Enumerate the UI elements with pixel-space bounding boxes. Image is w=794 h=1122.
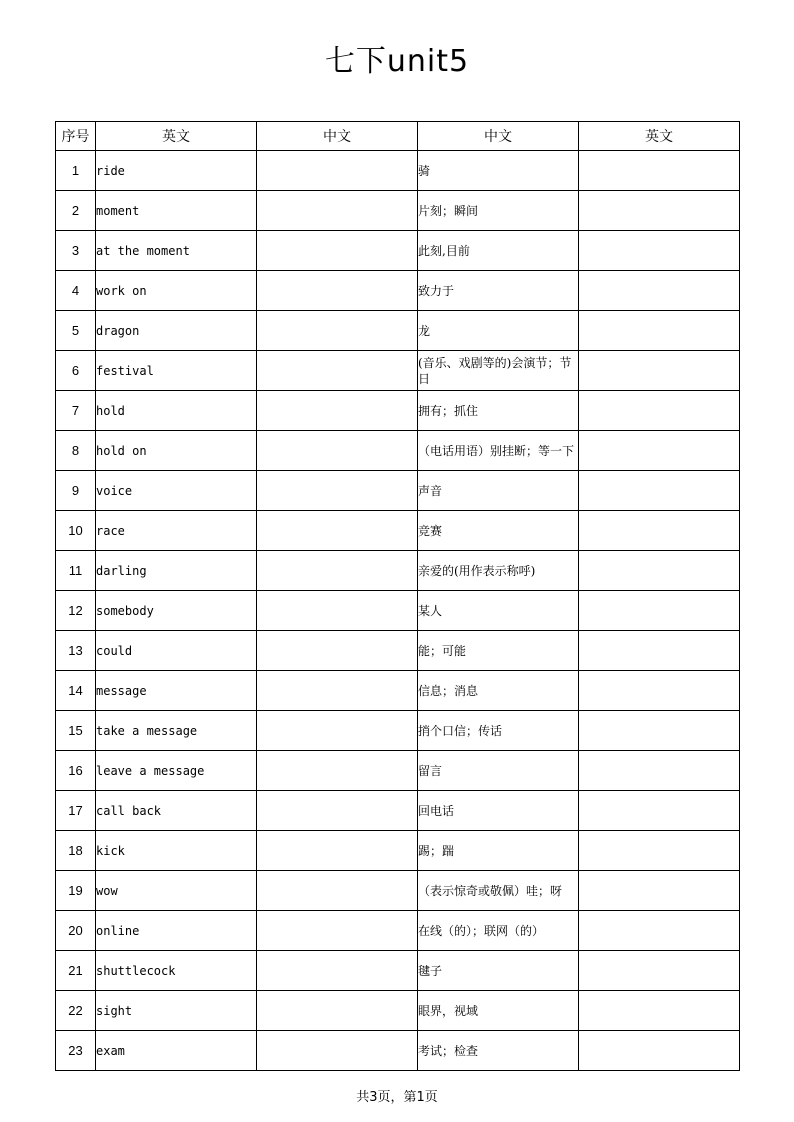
chinese-answer-cell bbox=[257, 511, 418, 551]
english-answer-cell bbox=[579, 311, 740, 351]
english-answer-cell bbox=[579, 231, 740, 271]
english-answer-cell bbox=[579, 591, 740, 631]
row-index: 18 bbox=[56, 831, 96, 871]
english-answer-cell bbox=[579, 351, 740, 391]
chinese-answer-cell bbox=[257, 791, 418, 831]
chinese-answer-cell bbox=[257, 311, 418, 351]
table-row bbox=[56, 551, 740, 591]
header-index: 序号 bbox=[56, 122, 96, 151]
row-index: 5 bbox=[56, 311, 96, 351]
english-word: hold bbox=[96, 391, 257, 431]
chinese-meaning: 捎个口信；传话 bbox=[418, 711, 579, 751]
english-word: voice bbox=[96, 471, 257, 511]
row-index: 20 bbox=[56, 911, 96, 951]
row-index: 9 bbox=[56, 471, 96, 511]
table-row bbox=[56, 791, 740, 831]
english-answer-cell bbox=[579, 511, 740, 551]
chinese-meaning: 龙 bbox=[418, 311, 579, 351]
english-answer-cell bbox=[579, 951, 740, 991]
row-index: 16 bbox=[56, 751, 96, 791]
english-word: leave a message bbox=[96, 751, 257, 791]
chinese-answer-cell bbox=[257, 471, 418, 511]
table-row bbox=[56, 831, 740, 871]
chinese-meaning: 留言 bbox=[418, 751, 579, 791]
chinese-meaning: 此刻,目前 bbox=[418, 231, 579, 271]
chinese-meaning: 踢；踹 bbox=[418, 831, 579, 871]
english-word: hold on bbox=[96, 431, 257, 471]
chinese-answer-cell bbox=[257, 711, 418, 751]
chinese-answer-cell bbox=[257, 591, 418, 631]
english-answer-cell bbox=[579, 431, 740, 471]
table-row bbox=[56, 191, 740, 231]
chinese-meaning: 在线（的）；联网（的） bbox=[418, 911, 579, 951]
table-row bbox=[56, 951, 740, 991]
english-word: call back bbox=[96, 791, 257, 831]
chinese-meaning: 回电话 bbox=[418, 791, 579, 831]
english-answer-cell bbox=[579, 711, 740, 751]
chinese-answer-cell bbox=[257, 391, 418, 431]
chinese-answer-cell bbox=[257, 271, 418, 311]
table-row bbox=[56, 271, 740, 311]
chinese-meaning: （表示惊奇或敬佩）哇；呀 bbox=[418, 871, 579, 911]
page-footer: 共3页，第1页 bbox=[356, 1090, 438, 1105]
english-word: take a message bbox=[96, 711, 257, 751]
table-row bbox=[56, 231, 740, 271]
english-answer-cell bbox=[579, 871, 740, 911]
chinese-meaning: 拥有；抓住 bbox=[418, 391, 579, 431]
table-row bbox=[56, 671, 740, 711]
row-index: 22 bbox=[56, 991, 96, 1031]
row-index: 1 bbox=[56, 151, 96, 191]
chinese-meaning: 竞赛 bbox=[418, 511, 579, 551]
english-word: at the moment bbox=[96, 231, 257, 271]
english-word: kick bbox=[96, 831, 257, 871]
row-index: 8 bbox=[56, 431, 96, 471]
english-word: online bbox=[96, 911, 257, 951]
header-chinese: 中文 bbox=[418, 122, 579, 151]
chinese-meaning: 能；可能 bbox=[418, 631, 579, 671]
english-answer-cell bbox=[579, 831, 740, 871]
row-index: 3 bbox=[56, 231, 96, 271]
table-row bbox=[56, 591, 740, 631]
chinese-answer-cell bbox=[257, 231, 418, 271]
chinese-answer-cell bbox=[257, 871, 418, 911]
english-word: exam bbox=[96, 1031, 257, 1071]
row-index: 13 bbox=[56, 631, 96, 671]
table-row bbox=[56, 151, 740, 191]
english-word: moment bbox=[96, 191, 257, 231]
chinese-answer-cell bbox=[257, 911, 418, 951]
english-word: darling bbox=[96, 551, 257, 591]
chinese-answer-cell bbox=[257, 1031, 418, 1071]
chinese-answer-cell bbox=[257, 631, 418, 671]
table-row bbox=[56, 471, 740, 511]
chinese-answer-cell bbox=[257, 151, 418, 191]
table-row bbox=[56, 431, 740, 471]
chinese-answer-cell bbox=[257, 191, 418, 231]
chinese-meaning: 毽子 bbox=[418, 951, 579, 991]
row-index: 17 bbox=[56, 791, 96, 831]
english-answer-cell bbox=[579, 271, 740, 311]
row-index: 7 bbox=[56, 391, 96, 431]
chinese-answer-cell bbox=[257, 431, 418, 471]
chinese-meaning: 信息；消息 bbox=[418, 671, 579, 711]
english-word: work on bbox=[96, 271, 257, 311]
page-title: 七下unit5 bbox=[324, 44, 470, 79]
header-english: 英文 bbox=[579, 122, 740, 151]
chinese-meaning: 声音 bbox=[418, 471, 579, 511]
english-answer-cell bbox=[579, 991, 740, 1031]
table-row bbox=[56, 391, 740, 431]
row-index: 14 bbox=[56, 671, 96, 711]
header-row bbox=[56, 122, 740, 151]
english-word: race bbox=[96, 511, 257, 551]
english-answer-cell bbox=[579, 671, 740, 711]
table-row bbox=[56, 1031, 740, 1071]
english-answer-cell bbox=[579, 551, 740, 591]
chinese-answer-cell bbox=[257, 831, 418, 871]
table-row bbox=[56, 511, 740, 551]
english-answer-cell bbox=[579, 151, 740, 191]
table-row bbox=[56, 311, 740, 351]
english-word: festival bbox=[96, 351, 257, 391]
table-row bbox=[56, 991, 740, 1031]
chinese-answer-cell bbox=[257, 551, 418, 591]
row-index: 12 bbox=[56, 591, 96, 631]
english-answer-cell bbox=[579, 391, 740, 431]
table-row bbox=[56, 711, 740, 751]
english-word: wow bbox=[96, 871, 257, 911]
english-answer-cell bbox=[579, 631, 740, 671]
english-word: could bbox=[96, 631, 257, 671]
row-index: 23 bbox=[56, 1031, 96, 1071]
english-word: somebody bbox=[96, 591, 257, 631]
english-answer-cell bbox=[579, 911, 740, 951]
table-row bbox=[56, 631, 740, 671]
header-english: 英文 bbox=[96, 122, 257, 151]
english-word: dragon bbox=[96, 311, 257, 351]
table-row bbox=[56, 871, 740, 911]
english-word: shuttlecock bbox=[96, 951, 257, 991]
english-word: sight bbox=[96, 991, 257, 1031]
row-index: 6 bbox=[56, 351, 96, 391]
table-row bbox=[56, 751, 740, 791]
chinese-meaning: 片刻；瞬间 bbox=[418, 191, 579, 231]
english-answer-cell bbox=[579, 791, 740, 831]
english-answer-cell bbox=[579, 751, 740, 791]
chinese-meaning: （电话用语）别挂断；等一下 bbox=[418, 431, 579, 471]
row-index: 2 bbox=[56, 191, 96, 231]
chinese-meaning: 某人 bbox=[418, 591, 579, 631]
chinese-meaning: (音乐、戏剧等的)会演节；节日 bbox=[418, 351, 579, 391]
chinese-meaning: 亲爱的(用作表示称呼) bbox=[418, 551, 579, 591]
vocabulary-table bbox=[55, 121, 740, 1071]
english-word: ride bbox=[96, 151, 257, 191]
english-answer-cell bbox=[579, 1031, 740, 1071]
chinese-meaning: 骑 bbox=[418, 151, 579, 191]
chinese-answer-cell bbox=[257, 671, 418, 711]
row-index: 19 bbox=[56, 871, 96, 911]
header-chinese: 中文 bbox=[257, 122, 418, 151]
chinese-answer-cell bbox=[257, 991, 418, 1031]
english-word: message bbox=[96, 671, 257, 711]
english-answer-cell bbox=[579, 471, 740, 511]
row-index: 21 bbox=[56, 951, 96, 991]
chinese-meaning: 考试；检查 bbox=[418, 1031, 579, 1071]
row-index: 11 bbox=[56, 551, 96, 591]
chinese-answer-cell bbox=[257, 351, 418, 391]
table-row bbox=[56, 911, 740, 951]
english-answer-cell bbox=[579, 191, 740, 231]
row-index: 10 bbox=[56, 511, 96, 551]
row-index: 15 bbox=[56, 711, 96, 751]
chinese-answer-cell bbox=[257, 751, 418, 791]
chinese-answer-cell bbox=[257, 951, 418, 991]
table-row bbox=[56, 351, 740, 391]
chinese-meaning: 致力于 bbox=[418, 271, 579, 311]
chinese-meaning: 眼界，视域 bbox=[418, 991, 579, 1031]
row-index: 4 bbox=[56, 271, 96, 311]
